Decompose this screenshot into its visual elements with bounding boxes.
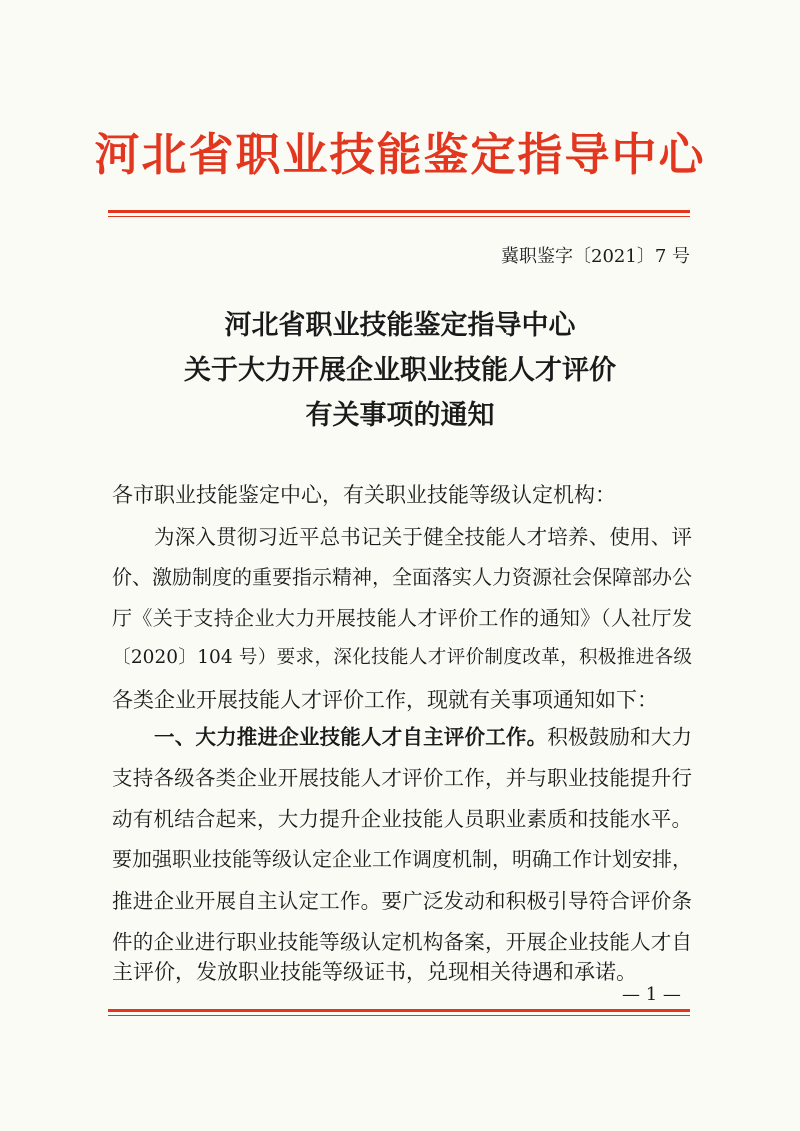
- org-header-title: 河北省职业技能鉴定指导中心: [94, 128, 706, 181]
- header-divider-thin: [108, 216, 690, 217]
- paragraph-1-line-3: 厅《关于支持企业大力开展技能人才评价工作的通知》（人社厅发: [112, 606, 692, 630]
- salutation: 各市职业技能鉴定中心，有关职业技能等级认定机构：: [112, 483, 616, 507]
- section-1-line-5: 推进企业开展自主认定工作。要广泛发动和积极引导符合评价条: [112, 889, 692, 913]
- paragraph-1-line-2: 价、激励制度的重要指示精神，全面落实人力资源社会保障部办公: [112, 565, 692, 589]
- document-title-line-1: 河北省职业技能鉴定指导中心: [224, 310, 576, 341]
- section-1-heading: 一、大力推进企业技能人才自主评价工作。: [154, 725, 548, 749]
- section-1-first-line-rest: 积极鼓励和大力: [547, 725, 693, 749]
- document-title-line-3: 有关事项的通知: [305, 400, 495, 431]
- section-1-first-line: [154, 720, 692, 750]
- section-1-line-2: 支持各级各类企业开展技能人才评价工作，并与职业技能提升行: [112, 766, 692, 790]
- footer-divider: [108, 1009, 690, 1016]
- paragraph-1-line-1: 为深入贯彻习近平总书记关于健全技能人才培养、使用、评: [154, 525, 692, 549]
- section-1-line-3: 动有机结合起来，大力提升企业技能人员职业素质和技能水平。: [112, 807, 692, 831]
- footer-divider-thick: [108, 1009, 690, 1012]
- header-divider-thick: [108, 210, 690, 213]
- document-number: 冀职鉴字〔2021〕7 号: [501, 246, 690, 267]
- paragraph-1-line-5: 各类企业开展技能人才评价工作，现就有关事项通知如下：: [112, 688, 658, 712]
- section-1-line-7: 主评价，发放职业技能等级证书，兑现相关待遇和承诺。: [112, 960, 637, 984]
- header-divider: [108, 210, 690, 217]
- document-title-line-2: 关于大力开展企业职业技能人才评价: [184, 355, 616, 386]
- section-1-line-6: 件的企业进行职业技能等级认定机构备案，开展企业技能人才自: [112, 930, 692, 954]
- footer-divider-thin: [108, 1015, 690, 1016]
- paragraph-1-line-4: 〔2020〕104 号）要求，深化技能人才评价制度改革，积极推进各级: [112, 647, 692, 668]
- section-1-line-4: 要加强职业技能等级认定企业工作调度机制，明确工作计划安排，: [112, 847, 692, 871]
- page-number: — 1 —: [622, 984, 681, 1005]
